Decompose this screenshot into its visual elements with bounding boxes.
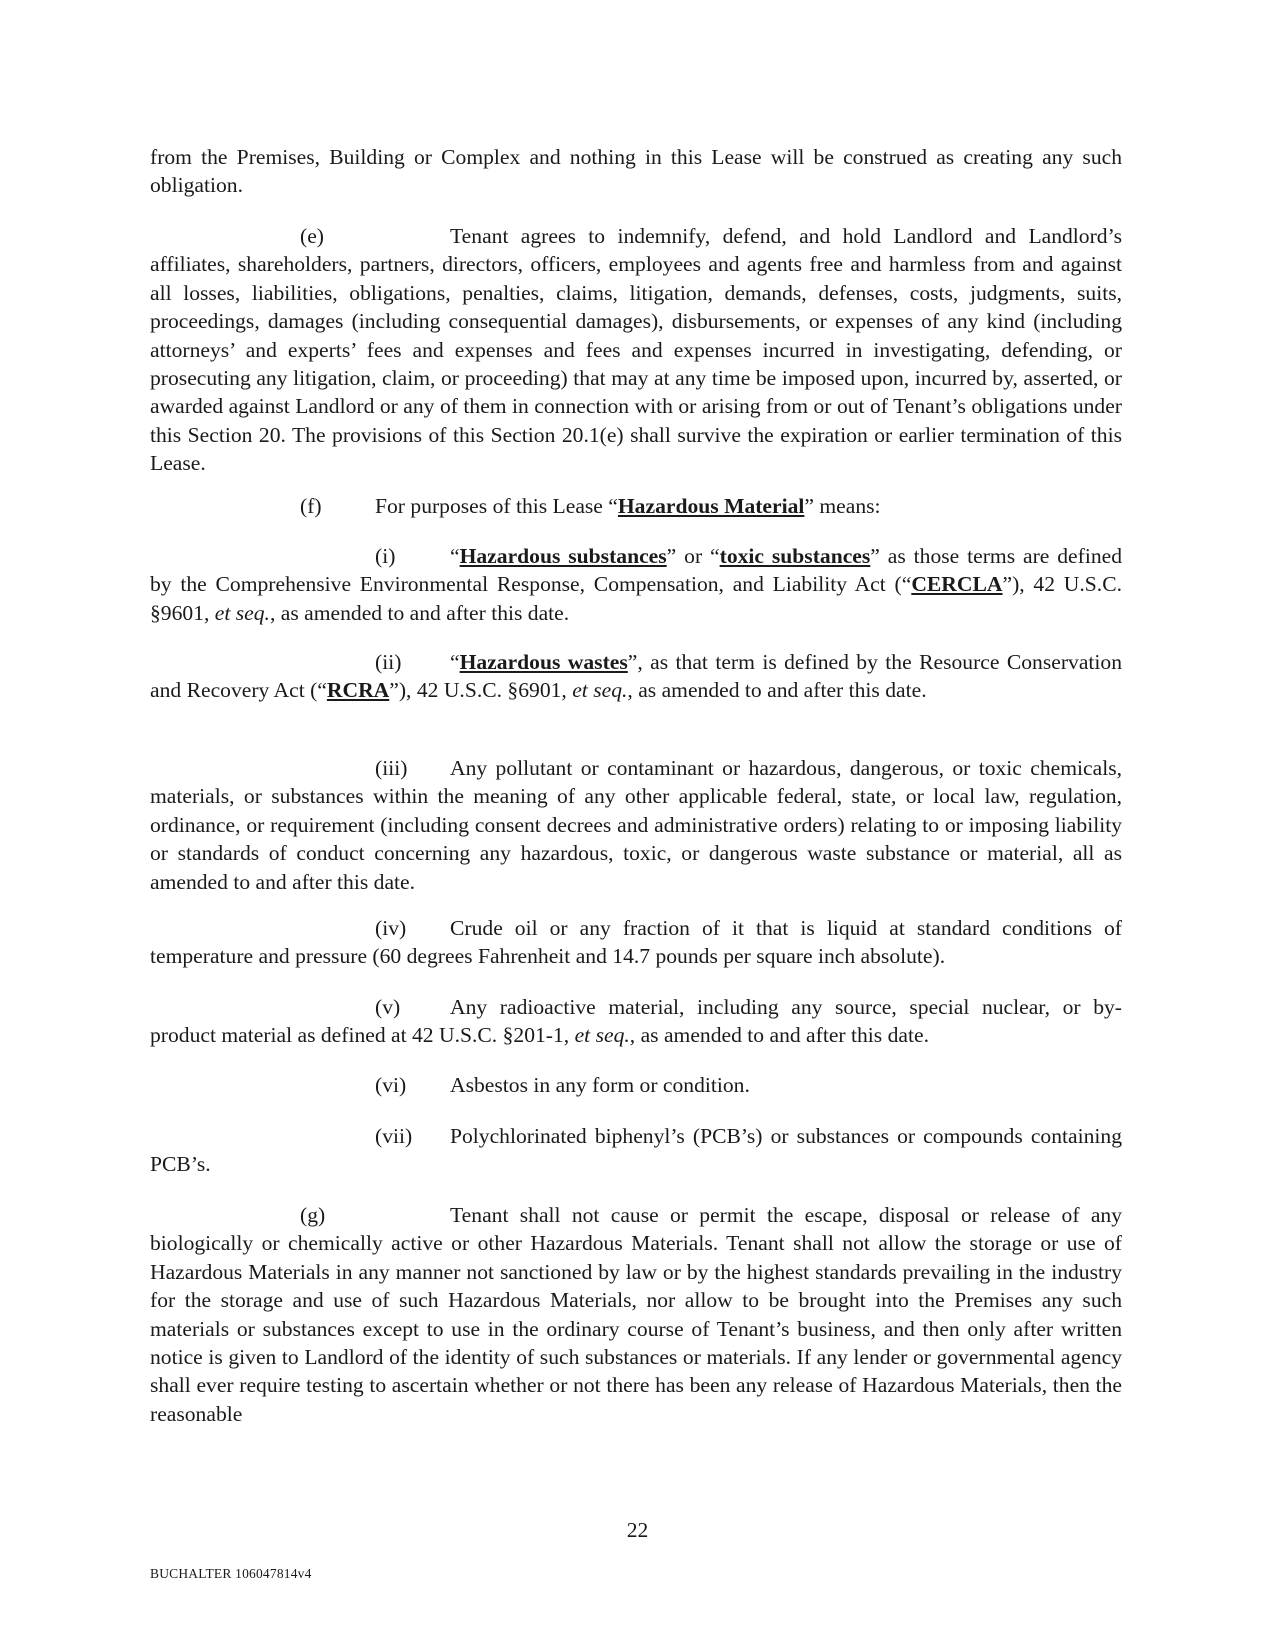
term-hazardous-material: Hazardous Material [617, 494, 805, 518]
term-toxic-substances: toxic substances [719, 544, 871, 568]
item-vii [150, 1122, 1122, 1179]
item-iv-text: Crude oil or any fraction of it that is liquid at standard conditions of temperature and pressure (60 degrees Fahrenheit and 14.7 pounds per square inch absolute). [150, 916, 1122, 969]
item-v [150, 993, 1122, 1050]
item-ii-text: “Hazardous wastes”, as that term is defined by the Resource Conservation and Recovery Act (“RCRA”), 42 U.S.C. §6901, et seq., as amended to and after this date. [150, 650, 1122, 703]
paragraph-f-text: For purposes of this Lease “Hazardous Material” means: [375, 494, 881, 518]
item-vi-label: (vi) [375, 1073, 407, 1097]
item-v-text: Any radioactive material, including any source, special nuclear, or by-product material as defined at 42 U.S.C. §201-1, et seq., as amended to and after this date. [150, 995, 1122, 1048]
item-iv-label: (iv) [375, 916, 407, 940]
paragraph-e-label: (e) [300, 224, 324, 248]
intro-paragraph [150, 143, 1122, 200]
paragraph-f [150, 492, 1122, 520]
term-hazardous-substances: Hazardous substances [459, 544, 667, 568]
item-i-text: “Hazardous substances” or “toxic substances” as those terms are defined by the Comprehensive Environmental Response, Compensation, and Liability Act (“CERCLA”), 42 U.S.C. §9601, et seq., as amended to and after this date. [150, 544, 1122, 625]
item-vi-text: Asbestos in any form or condition. [450, 1073, 750, 1097]
paragraph-g-label: (g) [300, 1203, 326, 1227]
intro-text: from the Premises, Building or Complex and nothing in this Lease will be construed as creating any such obligation. [150, 145, 1122, 198]
item-iii [150, 754, 1122, 896]
paragraph-e [150, 222, 1122, 478]
item-iv [150, 914, 1122, 971]
item-iii-text: Any pollutant or contaminant or hazardous, dangerous, or toxic chemicals, materials, or substances within the meaning of any other applicable federal, state, or local law, regulation, ordinance, or requirement (including consent decrees and administrative orders) relating to or imposing liability or standards of conduct concerning any hazardous, toxic, or dangerous waste substance or material, all as amended to and after this date. [150, 756, 1122, 894]
term-cercla: CERCLA [911, 572, 1003, 597]
item-ii-label: (ii) [375, 650, 402, 674]
item-vi [150, 1071, 1122, 1099]
term-rcra: RCRA [326, 678, 390, 703]
item-i [150, 542, 1122, 627]
paragraph-e-text: Tenant agrees to indemnify, defend, and hold Landlord and Landlord’s affiliates, shareholders, partners, directors, officers, employees and agents free and harmless from and against all losses, liabilities, obligations, penalties, claims, litigation, demands, defenses, costs, judgments, suits, proceedings, damages (including consequential damages), disbursements, or expenses of any kind (including attorneys’ and experts’ fees and expenses and fees and expenses incurred in investigating, defending, or prosecuting any litigation, claim, or proceeding) that may at any time be imposed upon, incurred by, asserted, or awarded against Landlord or any of them in connection with or arising from or out of Tenant’s obligations under this Section 20. The provisions of this Section 20.1(e) shall survive the expiration or earlier termination of this Lease. [150, 224, 1122, 476]
page-number: 22 [626, 1518, 649, 1542]
term-hazardous-wastes: Hazardous wastes [459, 650, 628, 674]
paragraph-f-label: (f) [300, 494, 322, 518]
document-footer-id: BUCHALTER 106047814v4 [150, 1566, 312, 1581]
item-ii [150, 648, 1122, 705]
item-v-label: (v) [375, 995, 401, 1019]
item-iii-label: (iii) [375, 756, 408, 780]
item-vii-label: (vii) [375, 1124, 413, 1148]
item-i-label: (i) [375, 544, 396, 568]
paragraph-g [150, 1201, 1122, 1428]
paragraph-g-text: Tenant shall not cause or permit the escape, disposal or release of any biologically or chemically active or other Hazardous Materials. Tenant shall not allow the storage or use of Hazardous Materials in any manner not sanctioned by law or by the highest standards prevailing in the industry for the storage and use of such Hazardous Materials, nor allow to be brought into the Premises any such materials or substances except to use in the ordinary course of Tenant’s business, and then only after written notice is given to Landlord of the identity of such substances or materials. If any lender or governmental agency shall ever require testing to ascertain whether or not there has been any release of Hazardous Materials, then the reasonable [150, 1203, 1122, 1426]
item-vii-text: Polychlorinated biphenyl’s (PCB’s) or substances or compounds containing PCB’s. [150, 1124, 1122, 1177]
